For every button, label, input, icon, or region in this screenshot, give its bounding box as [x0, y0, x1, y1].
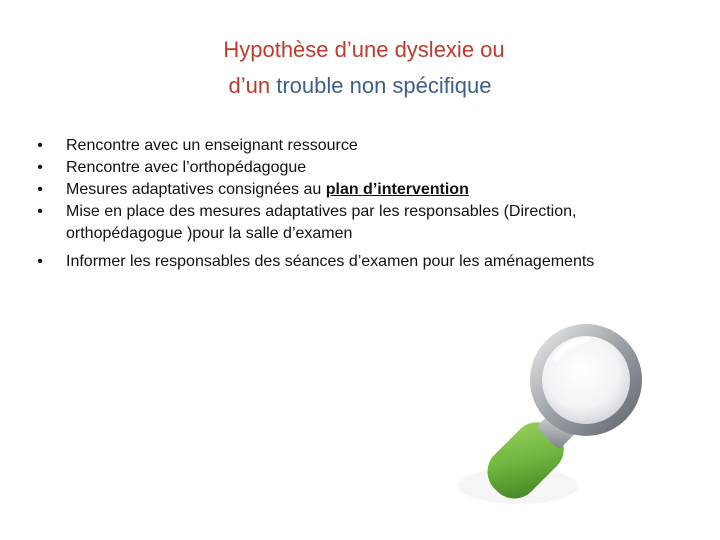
title-line-2 [0, 68, 720, 104]
list-item-text: Rencontre avec l’orthopédagogue [66, 159, 307, 176]
list-item [34, 201, 694, 245]
bullet-dot: • [37, 181, 43, 198]
bullet-list [34, 135, 694, 273]
lens-shape [542, 336, 630, 424]
list-item-text: Rencontre avec un enseignant ressource [66, 137, 358, 154]
list-item [34, 179, 694, 201]
title-line-1: Hypothèse d’une dyslexie ou [223, 37, 505, 62]
list-item-text: Mesures adaptatives consignées au [66, 181, 326, 198]
bullet-dot: • [37, 159, 43, 176]
list-item-text: Mise en place des mesures adaptatives par les responsables (Direction, orthopédagogue )pour la salle d’examen [66, 203, 577, 242]
list-item-text: Informer les responsables des séances d’examen pour les aménagements [66, 253, 595, 270]
title-line-2-highlight: trouble non spécifique [276, 73, 492, 98]
list-item [34, 251, 694, 273]
list-item [34, 135, 694, 157]
list-item [34, 157, 694, 179]
bullet-dot: • [37, 253, 43, 270]
bullet-dot: • [37, 203, 43, 220]
plan-intervention-link[interactable]: plan d’intervention [325, 181, 469, 198]
title-line-2-prefix: d’un [228, 73, 277, 98]
slide-title [0, 32, 720, 104]
magnifying-glass-icon [448, 318, 678, 523]
bullet-dot: • [37, 137, 43, 154]
